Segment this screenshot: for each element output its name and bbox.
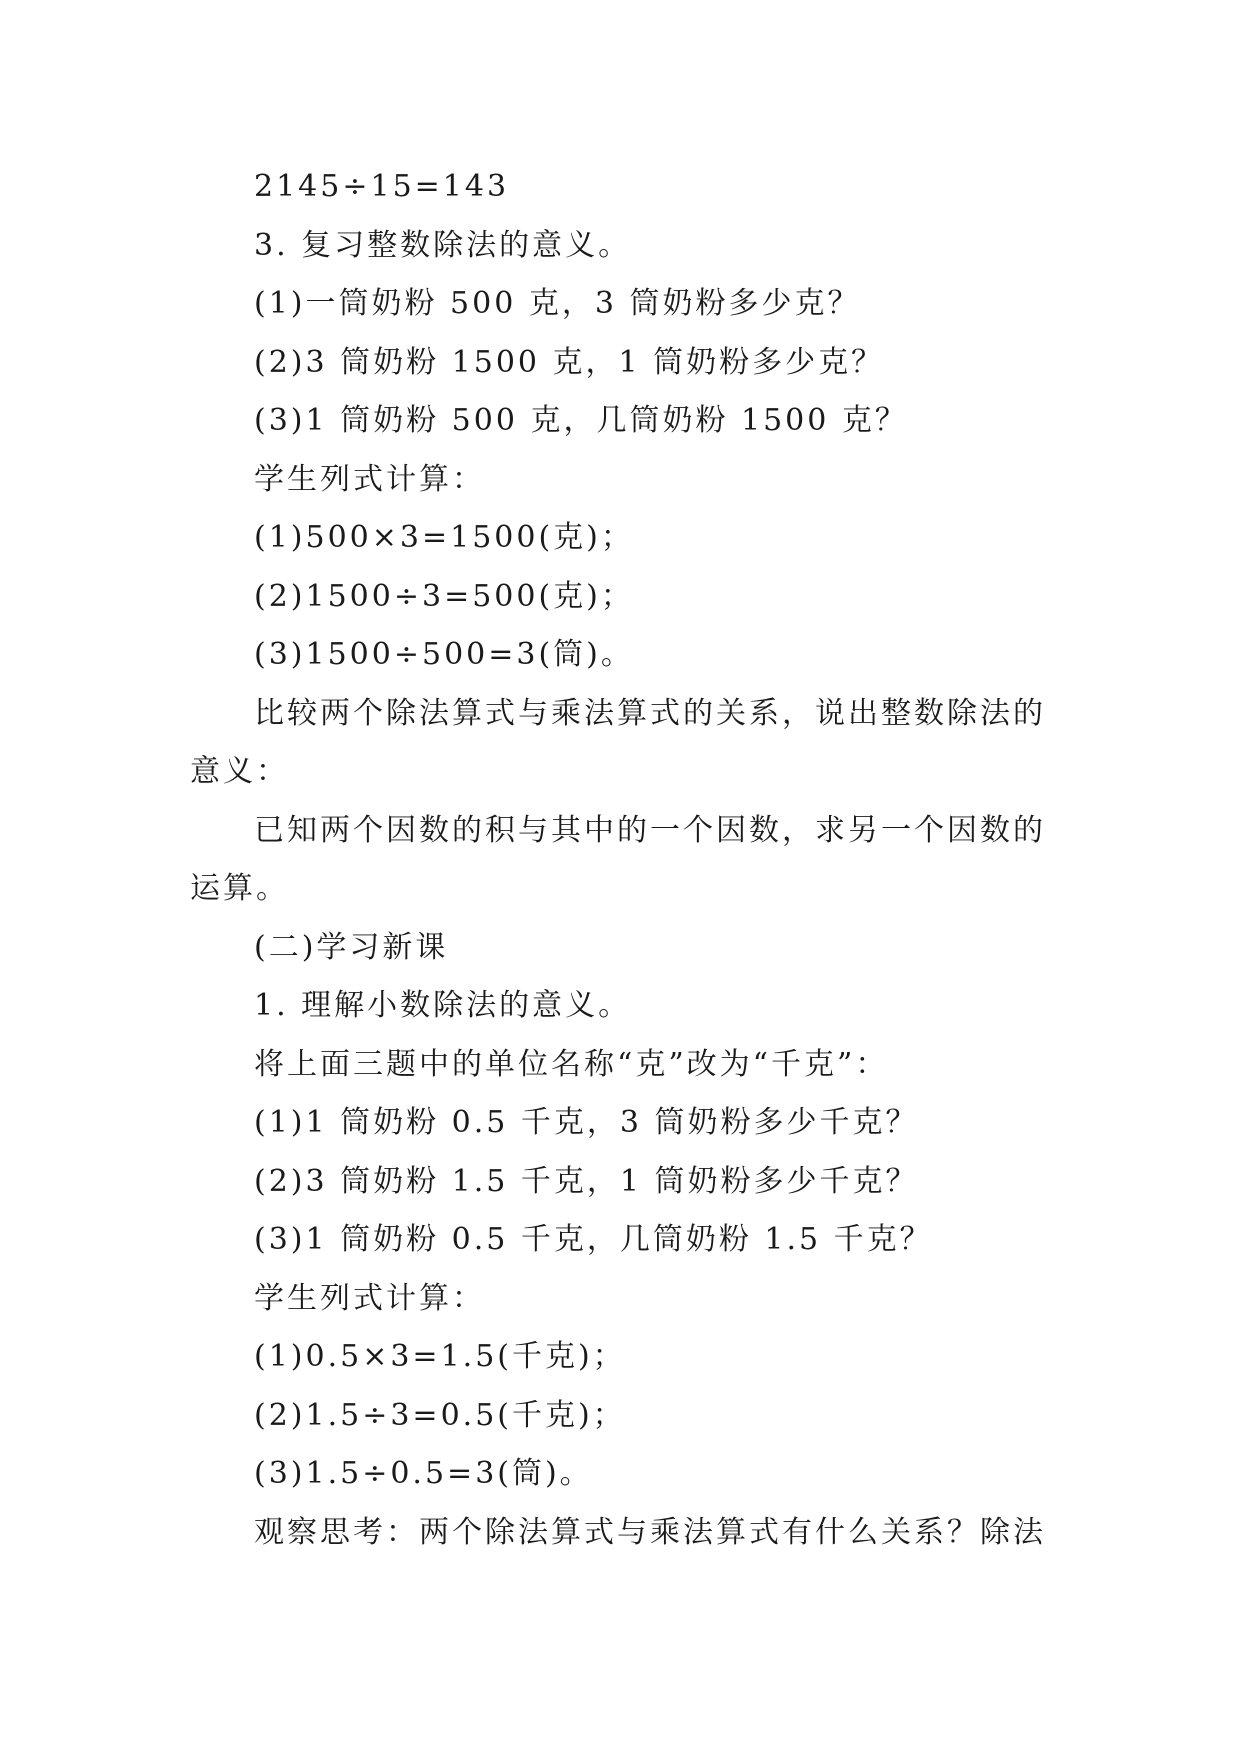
paragraph: 观察思考：两个除法算式与乘法算式有什么关系？除法 [254,1514,1046,1550]
question-line: (3)1 筒奶粉 0.5 千克，几筒奶粉 1.5 千克？ [254,1222,933,1257]
answer-line: (3)1500÷500=3(筒)。 [254,637,634,672]
question-line: (2)3 筒奶粉 1500 克，1 筒奶粉多少克？ [254,344,885,380]
section-heading: 1. 理解小数除法的意义。 [254,988,632,1023]
paragraph: 将上面三题中的单位名称“克”改为“千克”： [254,1046,889,1082]
instruction-line: 学生列式计算： [254,1280,485,1316]
section-heading: (二)学习新课 [254,929,449,965]
question-line: (3)1 筒奶粉 500 克，几筒奶粉 1500 克？ [254,403,908,438]
answer-line: (1)0.5×3=1.5(千克)； [254,1339,626,1374]
instruction-line: 学生列式计算： [254,461,485,497]
document-body [190,158,1050,1562]
answer-line: (2)1500÷3=500(克)； [254,578,634,614]
question-line: (1)一筒奶粉 500 克，3 筒奶粉多少克？ [254,286,861,321]
question-line: (1)1 筒奶粉 0.5 千克，3 筒奶粉多少千克？ [254,1105,919,1140]
answer-line: (3)1.5÷0.5=3(筒)。 [254,1456,593,1491]
answer-line: (1)500×3=1500(克)； [254,520,634,555]
question-line: (2)3 筒奶粉 1.5 千克，1 筒奶粉多少千克？ [254,1163,919,1199]
paragraph: 比较两个除法算式与乘法算式的关系，说出整数除法的意义： [190,695,1046,789]
answer-line: (2)1.5÷3=0.5(千克)； [254,1397,626,1433]
paragraph: 已知两个因数的积与其中的一个因数，求另一个因数的运算。 [190,812,1046,906]
formula-line: 2145÷15=143 [254,169,510,204]
section-heading: 3. 复习整数除法的意义。 [254,227,632,263]
